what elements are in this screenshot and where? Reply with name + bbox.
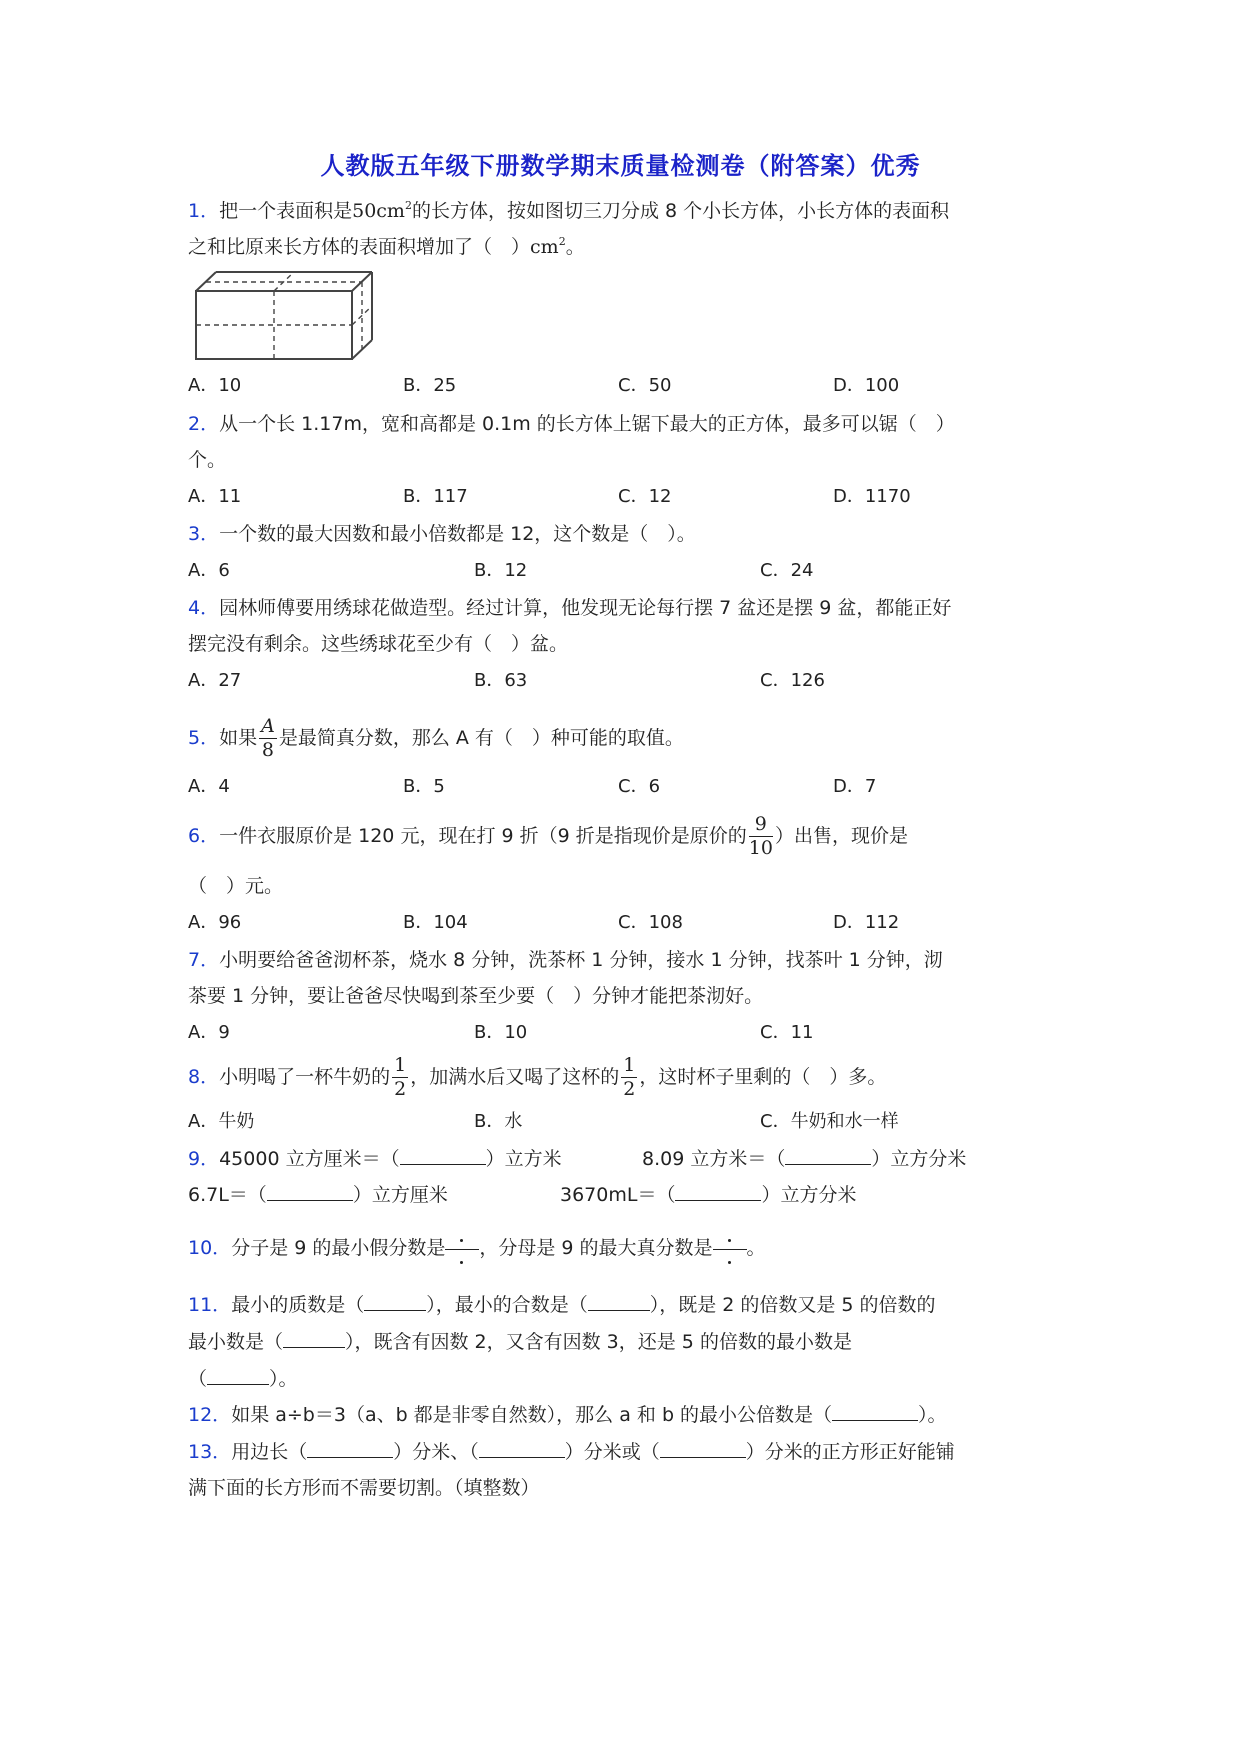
question-8-line-1 — [188, 1052, 886, 1102]
answer-blank[interactable] — [400, 1146, 486, 1165]
question-9-line-1-b — [642, 1146, 966, 1171]
answer-blank[interactable] — [479, 1439, 565, 1458]
fraction-denominator: 2 — [394, 1078, 407, 1100]
question-6-options — [188, 911, 1088, 935]
superscript: 2 — [558, 235, 566, 248]
question-text: 园林师傅要用绣球花做造型。经过计算，他发现无论每行摆 7 盆还是摆 9 盆，都能正好 — [219, 597, 952, 619]
fraction-denominator: 10 — [748, 837, 773, 859]
option-a[interactable]: A．牛奶 — [188, 1111, 255, 1132]
answer-blank[interactable] — [675, 1182, 761, 1201]
option-a[interactable]: A．10 — [188, 375, 242, 396]
question-text: ），既含有因数 2，又含有因数 3，还是 5 的倍数的最小数是 — [345, 1331, 852, 1353]
option-d[interactable]: D．7 — [833, 776, 877, 797]
question-6-line-1 — [188, 808, 908, 864]
question-8-options — [188, 1110, 1088, 1134]
question-1-line-2 — [188, 230, 585, 259]
question-4-options — [188, 669, 1088, 693]
question-3-line-1 — [188, 522, 696, 546]
question-7-line-1 — [188, 948, 943, 972]
question-text: 满下面的长方形而不需要切割。（填整数） — [188, 1477, 540, 1499]
answer-blank[interactable] — [307, 1439, 393, 1458]
question-text: 把一个表面积是 — [219, 200, 353, 222]
question-number: 8． — [188, 1066, 220, 1088]
question-text: 是最简真分数，那么 A 有（ ）种可能的取值。 — [278, 727, 684, 749]
question-number: 3． — [188, 523, 220, 545]
answer-blank[interactable] — [364, 1292, 426, 1311]
option-d[interactable]: D．100 — [833, 375, 900, 396]
question-text: 最小的质数是（ — [231, 1294, 365, 1316]
question-text: ）出售，现价是 — [774, 825, 908, 847]
fraction-numerator: 1 — [623, 1054, 636, 1076]
answer-blank[interactable] — [785, 1146, 871, 1165]
question-text: ）分米、（ — [393, 1441, 479, 1463]
question-text: 6.7L＝（ — [188, 1184, 267, 1206]
question-text: 个。 — [188, 449, 227, 471]
question-text: 8.09 立方米＝（ — [642, 1148, 786, 1170]
question-text: 。 — [565, 236, 585, 258]
question-text: 45000 立方厘米＝（ — [219, 1148, 400, 1170]
area-value: 50cm — [352, 200, 405, 222]
question-text: ），既是 2 的倍数又是 5 的倍数的 — [649, 1294, 936, 1316]
question-text: 最小数是（ — [188, 1331, 284, 1353]
question-number: 4． — [188, 597, 220, 619]
option-b[interactable]: B．10 — [474, 1022, 528, 1043]
question-number: 10． — [188, 1237, 232, 1259]
question-number: 9． — [188, 1148, 220, 1170]
question-text: 如果 — [219, 727, 258, 749]
option-a[interactable]: A．27 — [188, 670, 242, 691]
question-text: 。 — [746, 1237, 766, 1259]
question-text: 分子是 9 的最小假分数是 — [231, 1237, 446, 1259]
question-number: 7． — [188, 949, 220, 971]
answer-blank[interactable] — [283, 1329, 345, 1348]
question-text: 如果 a÷b＝3（a、b 都是非零自然数），那么 a 和 b 的最小公倍数是（ — [231, 1404, 833, 1426]
question-text: （ — [188, 1368, 208, 1390]
option-b[interactable]: B．水 — [474, 1111, 523, 1132]
question-3-options — [188, 559, 1088, 583]
fraction-answer-blank[interactable] — [713, 1237, 747, 1261]
superscript: 2 — [404, 199, 412, 212]
option-a[interactable]: A．6 — [188, 560, 230, 581]
question-1-line-1 — [188, 194, 949, 223]
question-4-line-1 — [188, 596, 951, 620]
question-9-line-2 — [188, 1182, 448, 1207]
question-13-line-1 — [188, 1439, 955, 1464]
question-2-line-2 — [188, 448, 226, 472]
cuboid-figure — [190, 264, 390, 364]
question-11-line-1 — [188, 1292, 936, 1317]
question-text: 小明要给爸爸沏杯茶，烧水 8 分钟，洗茶杯 1 分钟，接水 1 分钟，找茶叶 1 分钟，沏 — [219, 949, 943, 971]
question-text: ，加满水后又喝了这杯的 — [410, 1066, 620, 1088]
unit: cm — [530, 236, 559, 258]
option-a[interactable]: A．11 — [188, 486, 242, 507]
question-1-options — [188, 374, 1088, 398]
option-c[interactable]: C．50 — [618, 375, 672, 396]
question-text: 茶要 1 分钟，要让爸爸尽快喝到茶至少要（ ）分钟才能把茶沏好。 — [188, 985, 764, 1007]
option-d[interactable]: D．112 — [833, 912, 900, 933]
question-text: ，分母是 9 的最大真分数是 — [479, 1237, 713, 1259]
fraction-denominator: 2 — [623, 1078, 636, 1100]
question-2-line-1 — [188, 412, 955, 436]
question-text: 之和比原来长方体的表面积增加了（ ） — [188, 236, 531, 258]
question-text: 小明喝了一杯牛奶的 — [219, 1066, 391, 1088]
question-text: ）。 — [918, 1404, 947, 1426]
question-text: ，这时杯子里剩的（ ）多。 — [639, 1066, 887, 1088]
question-9-line-2-b — [560, 1182, 856, 1207]
question-text: 摆完没有剩余。这些绣球花至少有（ ）盆。 — [188, 633, 569, 655]
question-number: 11． — [188, 1294, 232, 1316]
question-text: 一个数的最大因数和最小倍数都是 12，这个数是（ ）。 — [219, 523, 696, 545]
question-number: 1． — [188, 200, 220, 222]
page-title: 人教版五年级下册数学期末质量检测卷（附答案）优秀 — [320, 151, 921, 180]
option-c[interactable]: C．24 — [760, 560, 814, 581]
fraction — [749, 815, 773, 858]
question-7-line-2 — [188, 984, 763, 1008]
question-4-line-2 — [188, 632, 568, 656]
question-text: 从一个长 1.17m，宽和高都是 0.1m 的长方体上锯下最大的正方体，最多可以锯（ ） — [219, 413, 955, 435]
option-b[interactable]: B．63 — [474, 670, 528, 691]
option-a[interactable]: A．4 — [188, 776, 230, 797]
question-6-line-2 — [188, 874, 283, 898]
question-11-line-3 — [188, 1366, 298, 1391]
answer-blank[interactable] — [588, 1292, 650, 1311]
question-text: ）分米或（ — [564, 1441, 660, 1463]
question-text: ），最小的合数是（ — [426, 1294, 588, 1316]
question-text: 一件衣服原价是 120 元，现在打 9 折（9 折是指现价是原价的 — [219, 825, 747, 847]
question-text: ）立方厘米 — [352, 1184, 448, 1206]
question-number: 12． — [188, 1404, 232, 1426]
answer-blank[interactable] — [207, 1366, 269, 1385]
answer-blank[interactable] — [660, 1439, 746, 1458]
question-5-options — [188, 775, 1088, 799]
question-2-options — [188, 485, 1088, 509]
option-c[interactable]: C．牛奶和水一样 — [760, 1111, 899, 1132]
question-text: 3670mL＝（ — [560, 1184, 676, 1206]
fraction-numerator: 1 — [394, 1054, 407, 1076]
question-5-line-1 — [188, 710, 684, 766]
fraction-numerator: A — [261, 715, 275, 737]
question-text: ）立方分米 — [871, 1148, 967, 1170]
option-b[interactable]: B．5 — [403, 776, 445, 797]
answer-blank[interactable] — [832, 1402, 918, 1421]
question-number: 5． — [188, 727, 220, 749]
question-text: ）立方分米 — [761, 1184, 857, 1206]
fraction — [392, 1056, 408, 1099]
fraction-denominator: 8 — [261, 739, 275, 761]
question-9-line-1 — [188, 1146, 562, 1171]
question-text: ）。 — [269, 1368, 298, 1390]
question-13-line-2 — [188, 1476, 540, 1500]
fraction — [621, 1056, 637, 1099]
question-10-line-1 — [188, 1236, 766, 1261]
option-d[interactable]: D．1170 — [833, 486, 911, 507]
question-text: （ ）元。 — [188, 875, 284, 897]
fraction-answer-blank[interactable] — [445, 1237, 479, 1261]
option-c[interactable]: C．6 — [618, 776, 661, 797]
question-text: 用边长（ — [231, 1441, 308, 1463]
option-a[interactable]: A．9 — [188, 1022, 230, 1043]
question-11-line-2 — [188, 1329, 852, 1354]
fraction-numerator: 9 — [749, 815, 773, 837]
question-number: 13． — [188, 1441, 232, 1463]
question-12-line-1 — [188, 1402, 947, 1427]
question-7-options — [188, 1021, 1088, 1045]
option-c[interactable]: C．11 — [760, 1022, 814, 1043]
option-b[interactable]: B．12 — [474, 560, 528, 581]
option-c[interactable]: C．108 — [618, 912, 683, 933]
answer-blank[interactable] — [267, 1182, 353, 1201]
question-text: ）立方米 — [485, 1148, 562, 1170]
fraction — [259, 717, 277, 760]
option-b[interactable]: B．104 — [403, 912, 468, 933]
option-c[interactable]: C．12 — [618, 486, 672, 507]
option-a[interactable]: A．96 — [188, 912, 242, 933]
question-text: ）分米的正方形正好能铺 — [745, 1441, 955, 1463]
question-number: 6． — [188, 825, 220, 847]
question-text: 的长方体，按如图切三刀分成 8 个小长方体，小长方体的表面积 — [411, 200, 950, 222]
question-number: 2． — [188, 413, 220, 435]
option-b[interactable]: B．25 — [403, 375, 457, 396]
option-c[interactable]: C．126 — [760, 670, 825, 691]
option-b[interactable]: B．117 — [403, 486, 468, 507]
